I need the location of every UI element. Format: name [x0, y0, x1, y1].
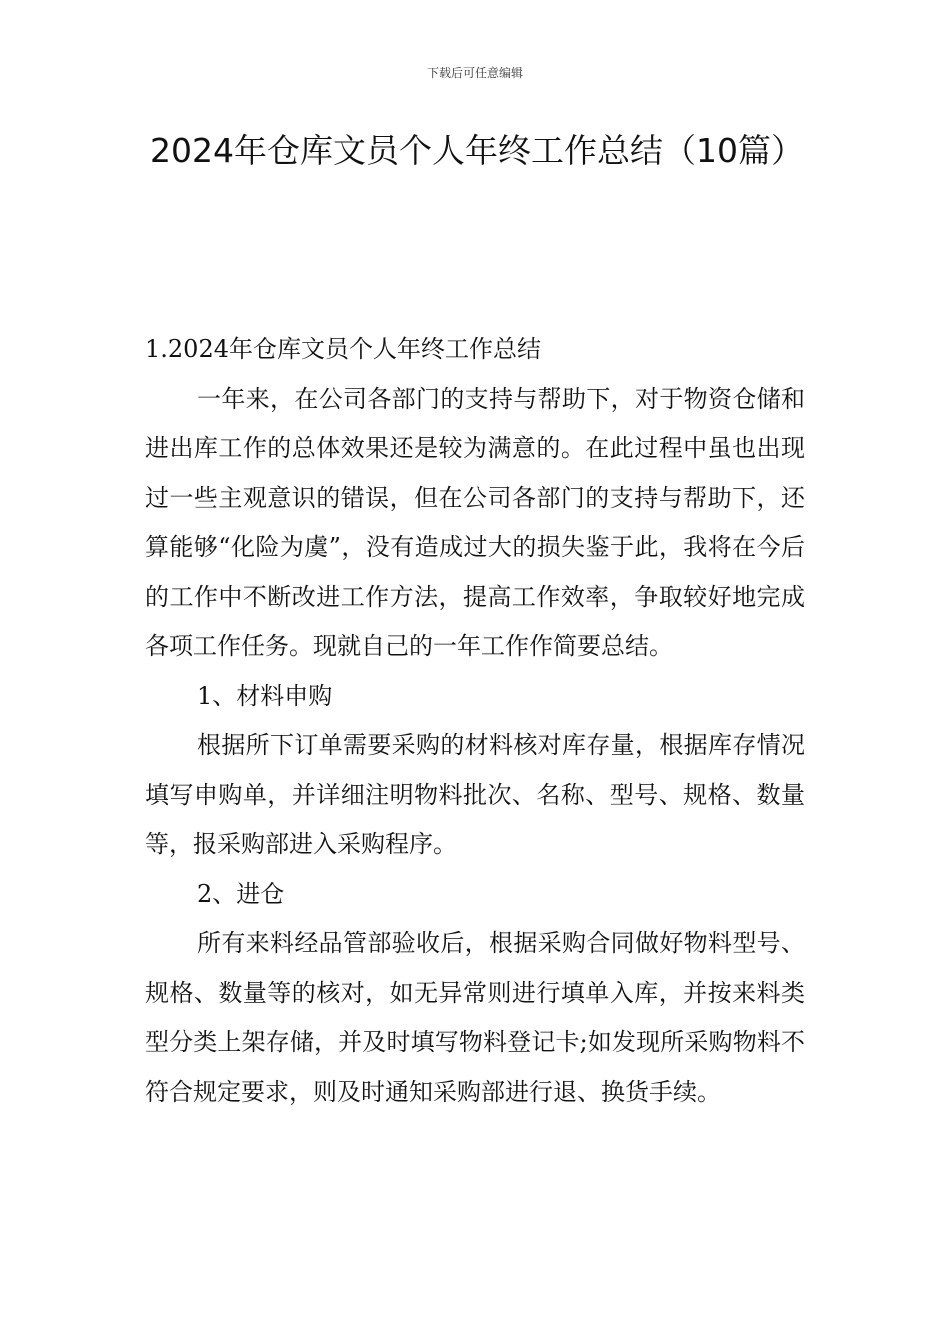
- paragraph-warehouse-entry: 所有来料经品管部验收后，根据采购合同做好物料型号、规格、数量等的核对，如无异常则进行填单入库，并按来料类型分类上架存储，并及时填写物料登记卡;如发现所采购物料不符合规定要求，则及时通知采购部进行退、换货手续。: [145, 929, 805, 1106]
- subheading-warehouse-entry: 2、进仓: [197, 879, 285, 908]
- header-note: 下载后可任意编辑: [426, 66, 523, 80]
- section-heading: 1.2024年仓库文员个人年终工作总结: [145, 335, 541, 363]
- document-body: [145, 325, 805, 1117]
- paragraph-material-purchase: 根据所下订单需要采购的材料核对库存量，根据库存情况填写申购单，并详细注明物料批次、名称、型号、规格、数量等，报采购部进入采购程序。: [145, 731, 805, 858]
- subheading-material-purchase: 1、材料申购: [197, 681, 333, 710]
- paragraph-intro: 一年来，在公司各部门的支持与帮助下，对于物资仓储和进出库工作的总体效果还是较为满意的。在此过程中虽也出现过一些主观意识的错误，但在公司各部门的支持与帮助下，还算能够“化险为虞”，没有造成过大的损失鉴于此，我将在今后的工作中不断改进工作方法，提高工作效率，争取较好地完成各项工作任务。现就自己的一年工作作简要总结。: [145, 384, 805, 660]
- document-title: 2024年仓库文员个人年终工作总结（10篇）: [150, 131, 804, 170]
